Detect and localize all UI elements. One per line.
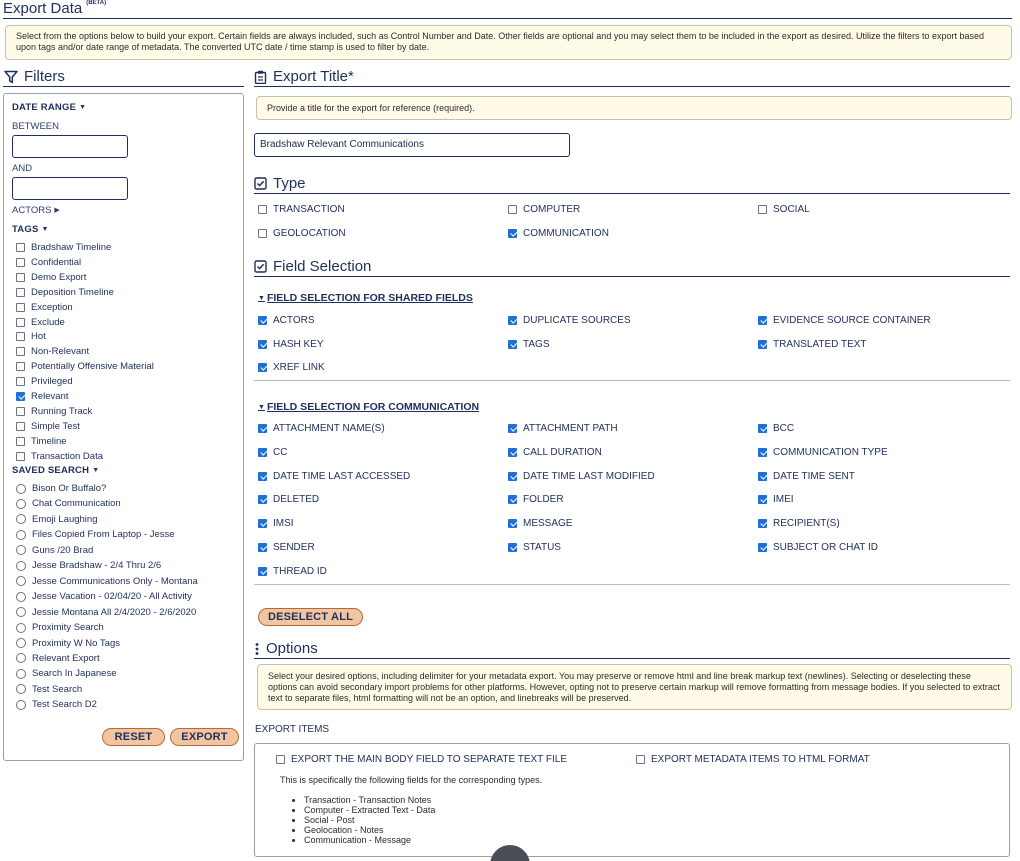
saved-search-radio[interactable] (16, 545, 26, 555)
actors-toggle[interactable] (12, 205, 60, 216)
filters-divider (3, 86, 244, 87)
comm-field-checkbox[interactable] (758, 495, 767, 504)
export-field-list (304, 795, 435, 845)
comm-field-status[interactable] (508, 542, 561, 553)
type-option-social[interactable] (758, 204, 810, 215)
saved-search-label: Jesse Communications Only - Montana (32, 575, 198, 587)
comm-field-label: MESSAGE (523, 518, 573, 530)
date-from-input[interactable] (12, 135, 128, 158)
export-items-label: EXPORT ITEMS (255, 724, 330, 735)
comm-field-checkbox[interactable] (508, 472, 517, 481)
saved-search-item[interactable] (16, 576, 198, 587)
type-divider (254, 193, 1010, 194)
saved-search-radio[interactable] (16, 592, 26, 602)
comm-field-date-time-last-accessed[interactable] (258, 471, 410, 482)
checkbox-square-icon (254, 177, 267, 190)
saved-search-radio[interactable] (16, 700, 26, 710)
export-title-hint: Provide a title for the export for reference (required). (256, 96, 1012, 120)
comm-field-checkbox[interactable] (758, 519, 767, 528)
options-heading-text: Options (266, 640, 318, 657)
comm-field-imsi[interactable] (258, 518, 294, 529)
tag-label: Timeline (31, 435, 67, 447)
metadata-html-option[interactable] (636, 754, 870, 765)
saved-search-item[interactable] (16, 545, 93, 556)
saved-search-label: Chat Communication (32, 498, 121, 510)
export-field-item: • Computer - Extracted Text - Data (304, 805, 435, 815)
filters-heading-text: Filters (24, 68, 65, 85)
comm-field-checkbox[interactable] (758, 424, 767, 433)
shared-field-checkbox[interactable] (508, 316, 517, 325)
caret-down-icon: ▼ (41, 226, 49, 233)
tag-item-exception[interactable] (16, 302, 73, 313)
between-label: BETWEEN (12, 121, 59, 132)
tag-checkbox[interactable] (16, 303, 25, 312)
comm-field-subject-or-chat-id[interactable] (758, 542, 878, 553)
caret-right-icon: ▶ (54, 207, 60, 214)
comm-field-label: SENDER (273, 542, 315, 553)
page-title (3, 0, 106, 17)
saved-search-toggle[interactable] (12, 465, 99, 476)
saved-search-item[interactable] (16, 668, 117, 679)
tag-label: Hot (31, 331, 46, 343)
shared-field-xref-link[interactable] (258, 362, 325, 373)
reset-button[interactable]: RESET (102, 728, 165, 746)
tag-checkbox[interactable] (16, 258, 25, 267)
tags-label: TAGS (12, 224, 39, 235)
saved-search-radio[interactable] (16, 607, 26, 617)
saved-search-label: Jessie Montana All 2/4/2020 - 2/6/2020 (32, 606, 197, 618)
tag-item-confidential[interactable] (16, 257, 81, 268)
shared-field-label: XREF LINK (273, 362, 325, 373)
saved-search-radio[interactable] (16, 530, 26, 540)
saved-search-item[interactable] (16, 560, 161, 571)
shared-fields-heading: FIELD SELECTION FOR SHARED FIELDS (266, 292, 473, 304)
tag-item-transaction-data[interactable] (16, 451, 103, 462)
saved-search-label: Jesse Bradshaw - 2/4 Thru 2/6 (32, 560, 162, 572)
comm-field-checkbox[interactable] (758, 472, 767, 481)
filter-icon (4, 70, 18, 84)
tag-item-relevant[interactable] (16, 391, 69, 402)
comm-field-label: DATE TIME SENT (773, 470, 855, 482)
export-field-item: • Geolocation - Notes (304, 825, 435, 835)
saved-search-radio[interactable] (16, 514, 26, 524)
saved-search-item[interactable] (16, 684, 82, 695)
field-selection-heading (254, 258, 371, 275)
intro-notice: Select from the options below to build your export. Certain fields are always included, such as Control Number and Date. Other fields are optional and you may select them to be included in the export as desired. Utilize the filters to export based upon tags and/or date range of metadata. The converted UTC date / time stamp is used to filter by date. (5, 25, 1012, 60)
saved-search-label: Test Search D2 (32, 699, 97, 711)
comm-field-communication-type[interactable] (758, 447, 888, 458)
shared-field-checkbox[interactable] (508, 340, 517, 349)
deselect-all-button[interactable]: DESELECT ALL (258, 608, 363, 626)
comm-field-label: DATE TIME LAST MODIFIED (523, 470, 655, 482)
saved-search-item[interactable] (16, 699, 97, 710)
comm-field-label: STATUS (523, 542, 561, 553)
shared-field-label: HASH KEY (273, 338, 324, 350)
tag-item-running-track[interactable] (16, 406, 92, 417)
tag-item-bradshaw-timeline[interactable] (16, 242, 111, 253)
saved-search-label: SAVED SEARCH (12, 465, 90, 476)
type-option-label: COMMUNICATION (523, 228, 609, 239)
and-label: AND (12, 163, 33, 174)
comm-field-imei[interactable] (758, 494, 794, 505)
saved-search-radio[interactable] (16, 669, 26, 679)
comm-field-label: CC (273, 446, 288, 458)
field-selection-divider (254, 276, 1010, 277)
export-field-item: • Communication - Message (304, 835, 435, 845)
tag-label: Deposition Timeline (31, 286, 114, 298)
tag-checkbox[interactable] (16, 273, 25, 282)
saved-search-label: Search In Japanese (32, 668, 117, 680)
tag-item-privileged[interactable] (16, 376, 73, 387)
shared-field-evidence-source-container[interactable] (758, 315, 931, 326)
tag-label: Transaction Data (31, 450, 103, 462)
tag-label: Exception (31, 301, 73, 313)
comm-field-checkbox[interactable] (258, 424, 267, 433)
tag-checkbox[interactable] (16, 437, 25, 446)
tag-checkbox[interactable] (16, 347, 25, 356)
saved-search-label: Relevant Export (32, 652, 100, 664)
beta-badge: (BETA) (86, 0, 107, 6)
shared-field-checkbox[interactable] (258, 363, 267, 372)
type-option-label: GEOLOCATION (273, 228, 346, 239)
saved-search-label: Jesse Vacation - 02/04/20 - All Activity (32, 591, 192, 603)
tag-label: Privileged (31, 376, 73, 388)
tag-checkbox[interactable] (16, 243, 25, 252)
date-range-toggle[interactable] (12, 102, 86, 113)
shared-field-label: EVIDENCE SOURCE CONTAINER (773, 315, 931, 326)
type-option-label: COMPUTER (523, 204, 581, 215)
export-title-heading-text: Export Title* (273, 68, 354, 85)
type-option-checkbox[interactable] (758, 205, 767, 214)
body-to-text-label: EXPORT THE MAIN BODY FIELD TO SEPARATE TEXT FILE (291, 754, 568, 765)
saved-search-item[interactable] (16, 529, 175, 540)
kebab-menu-icon (254, 642, 260, 656)
export-title-heading (254, 68, 354, 85)
caret-down-icon: ▼ (79, 104, 87, 111)
comm-field-checkbox[interactable] (508, 448, 517, 457)
caret-down-icon: ▼ (258, 403, 265, 411)
options-heading (254, 640, 318, 657)
comm-field-sender[interactable] (258, 542, 315, 553)
comm-field-label: SUBJECT OR CHAT ID (773, 542, 879, 553)
comm-field-message[interactable] (508, 518, 572, 529)
comm-field-deleted[interactable] (258, 494, 319, 505)
comm-field-label: ATTACHMENT PATH (523, 423, 618, 434)
caret-down-icon: ▼ (258, 294, 265, 302)
saved-search-label: Test Search (32, 683, 83, 695)
comm-field-checkbox[interactable] (508, 519, 517, 528)
type-option-computer[interactable] (508, 204, 580, 215)
tag-checkbox[interactable] (16, 377, 25, 386)
tag-checkbox[interactable] (16, 392, 25, 401)
tags-toggle[interactable] (12, 224, 49, 235)
tag-checkbox[interactable] (16, 407, 25, 416)
shared-field-checkbox[interactable] (758, 340, 767, 349)
shared-fields-toggle[interactable] (258, 292, 473, 304)
saved-search-radio[interactable] (16, 684, 26, 694)
saved-search-label: Guns /20 Brad (32, 544, 94, 556)
fields-note: This is specifically the following fields for the corresponding types. (280, 775, 543, 785)
shared-field-hash-key[interactable] (258, 339, 324, 350)
export-field-item: • Transaction - Transaction Notes (304, 795, 435, 805)
tag-label: Exclude (31, 316, 65, 328)
shared-fields-divider (254, 380, 1010, 381)
type-option-checkbox[interactable] (258, 229, 267, 238)
date-to-input[interactable] (12, 177, 128, 200)
comm-field-checkbox[interactable] (258, 495, 267, 504)
export-title-input[interactable]: Bradshaw Relevant Communications (254, 133, 570, 157)
tag-label: Demo Export (31, 271, 87, 283)
tag-label: Confidential (31, 256, 82, 268)
tag-checkbox[interactable] (16, 288, 25, 297)
tag-item-deposition-timeline[interactable] (16, 287, 114, 298)
comm-field-checkbox[interactable] (258, 543, 267, 552)
comm-field-date-time-sent[interactable] (758, 471, 855, 482)
comm-field-attachment-path[interactable] (508, 423, 618, 434)
actors-label: ACTORS (12, 205, 52, 216)
comm-field-checkbox[interactable] (258, 567, 267, 576)
comm-field-checkbox[interactable] (508, 543, 517, 552)
export-items-panel (254, 743, 1010, 857)
saved-search-label: Proximity W No Tags (32, 637, 120, 649)
comm-field-label: BCC (773, 423, 795, 434)
comm-field-label: ATTACHMENT NAME(S) (273, 423, 385, 434)
comm-field-label: COMMUNICATION TYPE (773, 446, 888, 458)
saved-search-item[interactable] (16, 483, 106, 494)
saved-search-item[interactable] (16, 622, 104, 633)
tag-item-simple-test[interactable] (16, 421, 80, 432)
shared-field-duplicate-sources[interactable] (508, 315, 631, 326)
shared-field-label: DUPLICATE SOURCES (523, 315, 631, 326)
tag-label: Potentially Offensive Material (31, 361, 154, 373)
shared-field-checkbox[interactable] (258, 316, 267, 325)
saved-search-radio[interactable] (16, 653, 26, 663)
tag-checkbox[interactable] (16, 332, 25, 341)
comm-field-recipient-s[interactable] (758, 518, 840, 529)
comm-field-label: DELETED (273, 494, 320, 506)
shared-field-checkbox[interactable] (758, 316, 767, 325)
saved-search-item[interactable] (16, 498, 121, 509)
tag-checkbox[interactable] (16, 452, 25, 461)
comm-field-label: FOLDER (523, 494, 564, 506)
tag-label: Running Track (31, 405, 93, 417)
body-to-text-checkbox[interactable] (276, 755, 285, 764)
comm-field-label: THREAD ID (273, 565, 327, 577)
shared-field-label: ACTORS (273, 315, 315, 326)
comm-field-checkbox[interactable] (508, 424, 517, 433)
metadata-html-label: EXPORT METADATA ITEMS TO HTML FORMAT (651, 754, 870, 765)
type-option-label: TRANSACTION (273, 204, 345, 215)
options-divider (254, 658, 1010, 659)
tag-label: Non-Relevant (31, 346, 90, 358)
saved-search-item[interactable] (16, 591, 192, 602)
filters-heading (4, 68, 65, 85)
tag-label: Bradshaw Timeline (31, 242, 112, 253)
comm-field-checkbox[interactable] (258, 519, 267, 528)
saved-search-label: Files Copied From Laptop - Jesse (32, 529, 175, 541)
saved-search-radio[interactable] (16, 623, 26, 633)
shared-field-actors[interactable] (258, 315, 315, 326)
export-field-item: • Social - Post (304, 815, 435, 825)
title-divider (3, 18, 1012, 19)
comm-field-cc[interactable] (258, 447, 287, 458)
page-title-text: Export Data (3, 0, 83, 17)
tag-item-timeline[interactable] (16, 436, 67, 447)
comm-field-checkbox[interactable] (258, 448, 267, 457)
comm-field-thread-id[interactable] (258, 566, 327, 577)
comm-field-date-time-last-modified[interactable] (508, 471, 655, 482)
comm-field-checkbox[interactable] (758, 543, 767, 552)
clipboard-icon (254, 70, 267, 84)
metadata-html-checkbox[interactable] (636, 755, 645, 764)
shared-field-translated-text[interactable] (758, 339, 867, 350)
tag-item-demo-export[interactable] (16, 272, 86, 283)
saved-search-label: Proximity Search (32, 622, 104, 634)
type-option-label: SOCIAL (773, 204, 810, 215)
comm-field-attachment-name-s[interactable] (258, 423, 385, 434)
saved-search-radio[interactable] (16, 561, 26, 571)
type-option-communication[interactable] (508, 228, 609, 239)
tag-label: Simple Test (31, 420, 80, 432)
tag-item-non-relevant[interactable] (16, 346, 89, 357)
comm-field-checkbox[interactable] (758, 448, 767, 457)
body-to-text-option[interactable] (276, 754, 567, 765)
shared-field-label: TRANSLATED TEXT (773, 338, 867, 350)
shared-field-tags[interactable] (508, 339, 549, 350)
type-option-checkbox[interactable] (508, 205, 517, 214)
comm-field-folder[interactable] (508, 494, 564, 505)
date-range-label: DATE RANGE (12, 102, 77, 113)
tag-label: Relevant (31, 391, 69, 402)
checkbox-square-icon (254, 260, 267, 273)
saved-search-item[interactable] (16, 514, 98, 525)
comm-field-call-duration[interactable] (508, 447, 602, 458)
saved-search-label: Emoji Laughing (32, 513, 98, 525)
comm-field-checkbox[interactable] (508, 495, 517, 504)
type-option-checkbox[interactable] (508, 229, 517, 238)
shared-field-checkbox[interactable] (258, 340, 267, 349)
type-option-checkbox[interactable] (258, 205, 267, 214)
saved-search-item[interactable] (16, 653, 100, 664)
communication-fields-toggle[interactable] (258, 401, 479, 413)
saved-search-label: Bison Or Buffalo? (32, 483, 107, 494)
field-selection-heading-text: Field Selection (273, 258, 372, 275)
caret-down-icon: ▼ (92, 467, 100, 474)
comm-field-bcc[interactable] (758, 423, 794, 434)
tag-checkbox[interactable] (16, 422, 25, 431)
tag-item-potentially-offensive-material[interactable] (16, 361, 154, 372)
comm-field-checkbox[interactable] (258, 472, 267, 481)
saved-search-radio[interactable] (16, 484, 26, 494)
communication-fields-heading: FIELD SELECTION FOR COMMUNICATION (266, 401, 480, 413)
type-option-transaction[interactable] (258, 204, 345, 215)
type-heading-text: Type (273, 175, 306, 192)
comm-field-label: RECIPIENT(S) (773, 518, 840, 530)
saved-search-radio[interactable] (16, 576, 26, 586)
comm-field-label: IMEI (773, 494, 794, 506)
comm-field-label: CALL DURATION (523, 446, 602, 458)
tag-item-exclude[interactable] (16, 317, 65, 328)
saved-search-item[interactable] (16, 607, 196, 618)
filters-panel (3, 93, 244, 761)
tag-checkbox[interactable] (16, 362, 25, 371)
tag-item-hot[interactable] (16, 331, 46, 342)
tag-checkbox[interactable] (16, 318, 25, 327)
saved-search-item[interactable] (16, 638, 120, 649)
options-notice: Select your desired options, including delimiter for your metadata export. You may preserve or remove html and line break markup text (newlines). Selecting or deselecting these options can avoid secondary import problems for other platforms. However, opting not to preserve certain markup will remove formatting from message bodies. If you selected to extract text to separate files, html formatting will not be an option, and linebreaks will be preserved. (257, 664, 1012, 710)
type-option-geolocation[interactable] (258, 228, 346, 239)
comm-field-label: DATE TIME LAST ACCESSED (273, 470, 411, 482)
export-title-divider (254, 86, 1010, 87)
communication-fields-divider (254, 584, 1010, 585)
export-button[interactable]: EXPORT (170, 728, 239, 746)
saved-search-radio[interactable] (16, 499, 26, 509)
shared-field-label: TAGS (523, 338, 550, 350)
type-heading (254, 175, 306, 192)
comm-field-label: IMSI (273, 518, 294, 530)
saved-search-radio[interactable] (16, 638, 26, 648)
